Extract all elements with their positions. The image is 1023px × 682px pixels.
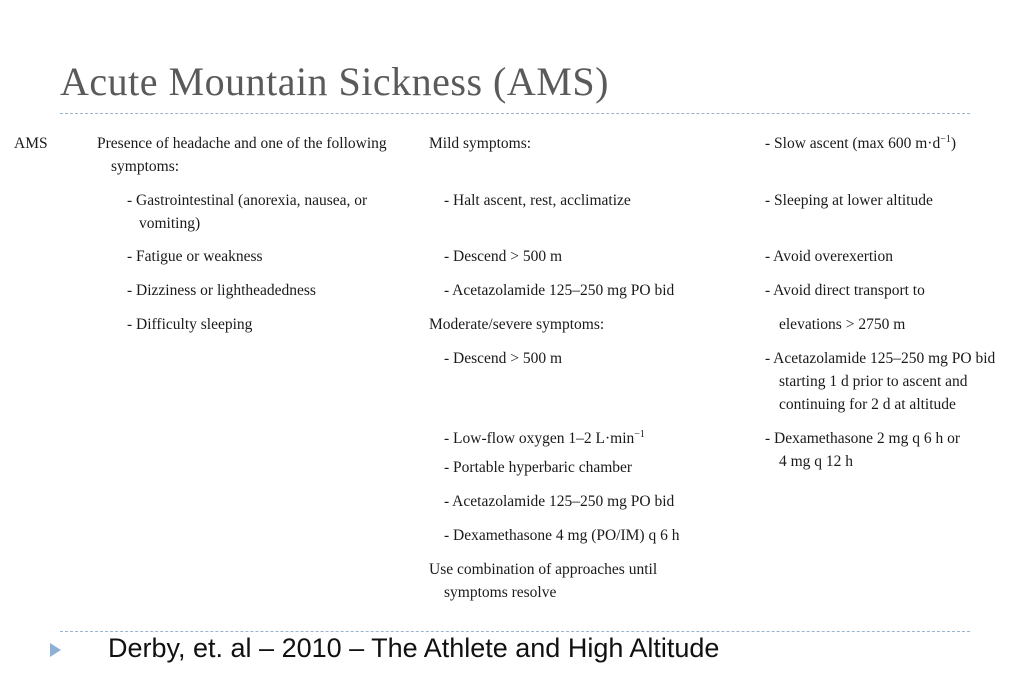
treatment-item: - Descend > 500 m (444, 350, 563, 367)
row-label: AMS (14, 135, 48, 152)
prevention-item: 4 mg q 12 h (779, 453, 854, 470)
treatment-item: - Portable hyperbaric chamber (444, 459, 633, 476)
mild-heading: Mild symptoms: (429, 135, 532, 152)
prevention-item: - Avoid overexertion (765, 248, 893, 265)
title-divider (60, 113, 970, 114)
prevention-item: elevations > 2750 m (779, 316, 906, 333)
prevention-item: - Sleeping at lower altitude (765, 192, 933, 209)
symptom-item: - Dizziness or lightheadedness (127, 282, 316, 299)
superscript: −1 (940, 134, 951, 145)
prevention-item: - Slow ascent (max 600 $m\cdot d^{-1}$) (765, 134, 957, 152)
citation-footer: Derby, et. al – 2010 – The Athlete and High Altitude (108, 633, 720, 663)
prevention-item: - Avoid direct transport to (765, 282, 925, 299)
symptoms-intro-line-2: symptoms: (111, 158, 180, 175)
treatment-item: - Dexamethasone 4 mg (PO/IM) q 6 h (444, 527, 680, 544)
moderate-heading: Moderate/severe symptoms: (429, 316, 605, 333)
symptom-item: vomiting) (139, 215, 201, 232)
symptom-item: - Difficulty sleeping (127, 316, 253, 333)
prevention-item: continuing for 2 d at altitude (779, 396, 956, 413)
prevention-item: - Dexamethasone 2 mg q 6 h or (765, 430, 960, 447)
prevention-item: - Acetazolamide 125–250 mg PO bid (765, 350, 996, 367)
treatment-item: - Acetazolamide 125–250 mg PO bid (444, 282, 675, 299)
symptoms-intro-line-1: Presence of headache and one of the following (97, 135, 387, 152)
prevention-item: starting 1 d prior to ascent and (779, 373, 968, 390)
page-title: Acute Mountain Sickness (AMS) (60, 59, 609, 104)
treatment-item: - Low-flow oxygen 1–2 $L\cdot\min^{-1}$ (444, 429, 645, 447)
symptom-item: - Fatigue or weakness (127, 248, 263, 265)
treatment-item: - Descend > 500 m (444, 248, 563, 265)
superscript: −1 (634, 429, 645, 440)
bullet-arrow-icon (50, 643, 61, 657)
combination-note-line-2: symptoms resolve (444, 584, 557, 601)
combination-note-line-1: Use combination of approaches until (429, 561, 658, 578)
symptom-item: - Gastrointestinal (anorexia, nausea, or (127, 192, 368, 209)
treatment-item: - Halt ascent, rest, acclimatize (444, 192, 631, 209)
treatment-item: - Acetazolamide 125–250 mg PO bid (444, 493, 675, 510)
footer-divider (60, 631, 970, 632)
